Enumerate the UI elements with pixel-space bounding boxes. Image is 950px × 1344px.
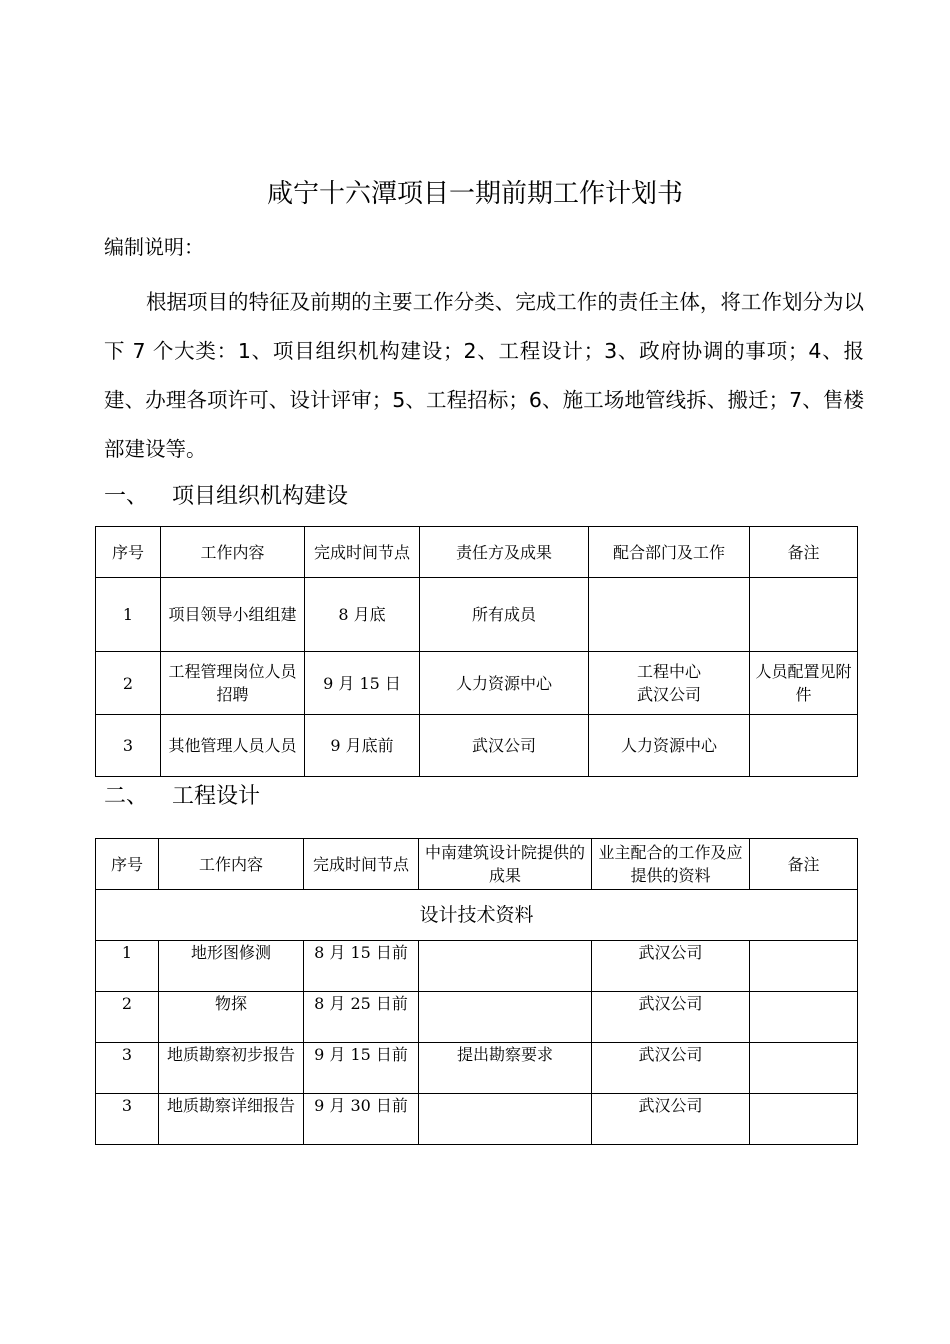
table-cell (419, 992, 592, 1043)
table-cell (419, 1094, 592, 1145)
table-cell (750, 992, 858, 1043)
section-number: 二、 (104, 784, 149, 809)
table-cell (750, 1094, 858, 1145)
table-row (96, 941, 858, 992)
table-cell (589, 578, 750, 652)
table-row (96, 1094, 858, 1145)
table-cell: 3 (96, 715, 161, 777)
engineering-design-table (95, 838, 858, 1145)
table-row (96, 1043, 858, 1094)
table-cell: 9 月 15 日 (305, 652, 420, 715)
table-cell: 2 (96, 652, 161, 715)
table-cell: 所有成员 (420, 578, 589, 652)
header-cell: 工作内容 (159, 839, 304, 890)
table-cell: 其他管理人员人员 (161, 715, 305, 777)
table-cell: 武汉公司 (592, 941, 750, 992)
header-cell: 序号 (96, 839, 159, 890)
table-cell (750, 578, 858, 652)
header-cell: 完成时间节点 (304, 839, 419, 890)
table-header-row (96, 839, 858, 890)
table-cell: 8 月 25 日前 (304, 992, 419, 1043)
table-cell: 武汉公司 (420, 715, 589, 777)
header-cell: 备注 (750, 839, 858, 890)
table-cell: 项目领导小组组建 (161, 578, 305, 652)
table-cell: 1 (96, 578, 161, 652)
header-cell: 工作内容 (161, 527, 305, 578)
table-cell (750, 715, 858, 777)
header-cell: 业主配合的工作及应提供的资料 (592, 839, 750, 890)
table-cell: 工程管理岗位人员招聘 (161, 652, 305, 715)
header-cell: 备注 (750, 527, 858, 578)
table-cell: 武汉公司 (592, 1043, 750, 1094)
table-row (96, 992, 858, 1043)
page-title: 咸宁十六潭项目一期前期工作计划书 (266, 179, 683, 209)
table-cell: 9 月 30 日前 (304, 1094, 419, 1145)
table-cell: 武汉公司 (592, 992, 750, 1043)
section-heading-1 (104, 480, 348, 514)
table-cell: 9 月底前 (305, 715, 420, 777)
header-cell: 序号 (96, 527, 161, 578)
table-cell: 3 (96, 1043, 159, 1094)
header-cell: 完成时间节点 (305, 527, 420, 578)
header-cell: 中南建筑设计院提供的成果 (419, 839, 592, 890)
table-group-row (96, 890, 858, 941)
table-cell (750, 941, 858, 992)
group-label: 设计技术资料 (96, 890, 858, 941)
table-cell: 武汉公司 (592, 1094, 750, 1145)
section-number: 一、 (104, 484, 149, 509)
table-cell: 物探 (159, 992, 304, 1043)
table-cell: 8 月 15 日前 (304, 941, 419, 992)
section-heading-2 (104, 780, 260, 814)
table-cell (419, 941, 592, 992)
table-cell: 人员配置见附件 (750, 652, 858, 715)
header-cell: 责任方及成果 (420, 527, 589, 578)
header-cell: 配合部门及工作 (589, 527, 750, 578)
table-cell (750, 1043, 858, 1094)
section-title: 项目组织机构建设 (172, 484, 349, 509)
table-cell: 提出勘察要求 (419, 1043, 592, 1094)
table-cell: 地质勘察详细报告 (159, 1094, 304, 1145)
section-title: 工程设计 (172, 784, 261, 809)
table-cell: 地质勘察初步报告 (159, 1043, 304, 1094)
table-cell: 2 (96, 992, 159, 1043)
intro-label: 编制说明： (104, 235, 204, 259)
intro-paragraph: 根据项目的特征及前期的主要工作分类、完成工作的责任主体，将工作划分为以下 7 个大类：1、项目组织机构建设；2、工程设计；3、政府协调的事项；4、报建、办理各项许可、设计评审；5、工程招标；6、施工场地管线拆、搬迁；7、售楼部建设等。 (104, 290, 864, 461)
table-row (96, 652, 858, 715)
table-cell: 工程中心 武汉公司 (589, 652, 750, 715)
table-header-row (96, 527, 858, 578)
table-row (96, 715, 858, 777)
table-cell: 8 月底 (305, 578, 420, 652)
table-row (96, 578, 858, 652)
table-cell: 3 (96, 1094, 159, 1145)
table-cell: 9 月 15 日前 (304, 1043, 419, 1094)
table-cell: 1 (96, 941, 159, 992)
table-cell: 地形图修测 (159, 941, 304, 992)
table-cell: 人力资源中心 (420, 652, 589, 715)
org-structure-table (95, 526, 858, 777)
table-cell: 人力资源中心 (589, 715, 750, 777)
